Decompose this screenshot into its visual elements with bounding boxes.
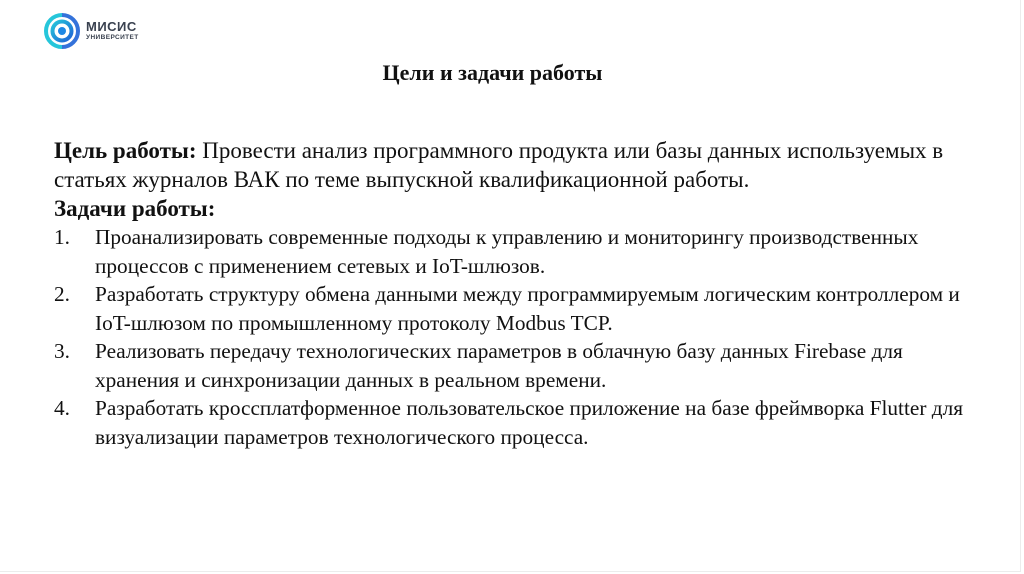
task-number: 2. (54, 282, 70, 306)
task-text: Реализовать передачу технологических параметров в облачную базу данных Firebase для хранения и синхронизации данных в реальном времени. (95, 339, 903, 392)
goal-label: Цель работы: (54, 138, 197, 163)
goal-paragraph (54, 136, 974, 194)
logo-text (86, 20, 139, 42)
slide-title: Цели и задачи работы (382, 60, 603, 85)
task-text: Разработать структуру обмена данными между программируемым логическим контроллером и IoT-шлюзом по промышленному протоколу Modbus TCP. (95, 282, 960, 335)
task-number: 3. (54, 339, 70, 363)
task-number: 1. (54, 225, 70, 249)
list-item (54, 394, 974, 451)
tasks-label: Задачи работы: (54, 196, 216, 221)
list-item (54, 337, 974, 394)
list-item (54, 280, 974, 337)
logo-name: МИСИС (86, 19, 137, 35)
tasks-list (54, 223, 974, 451)
task-number: 4. (54, 396, 70, 420)
misis-logo-icon (44, 13, 80, 49)
task-text: Проанализировать современные подходы к управлению и мониторингу производственных процессов с применением сетевых и IoT-шлюзов. (95, 225, 919, 278)
goal-text: Провести анализ программного продукта или базы данных используемых в статьях журналов ВАК по теме выпускной квалификационной работы. (54, 138, 944, 192)
logo-subtitle: УНИВЕРСИТЕТ (86, 34, 139, 42)
slide-content (54, 136, 974, 451)
task-text: Разработать кроссплатформенное пользовательское приложение на базе фреймворка Flutter для визуализации параметров технологического процесса. (95, 396, 963, 449)
university-logo (44, 13, 139, 49)
list-item (54, 223, 974, 280)
